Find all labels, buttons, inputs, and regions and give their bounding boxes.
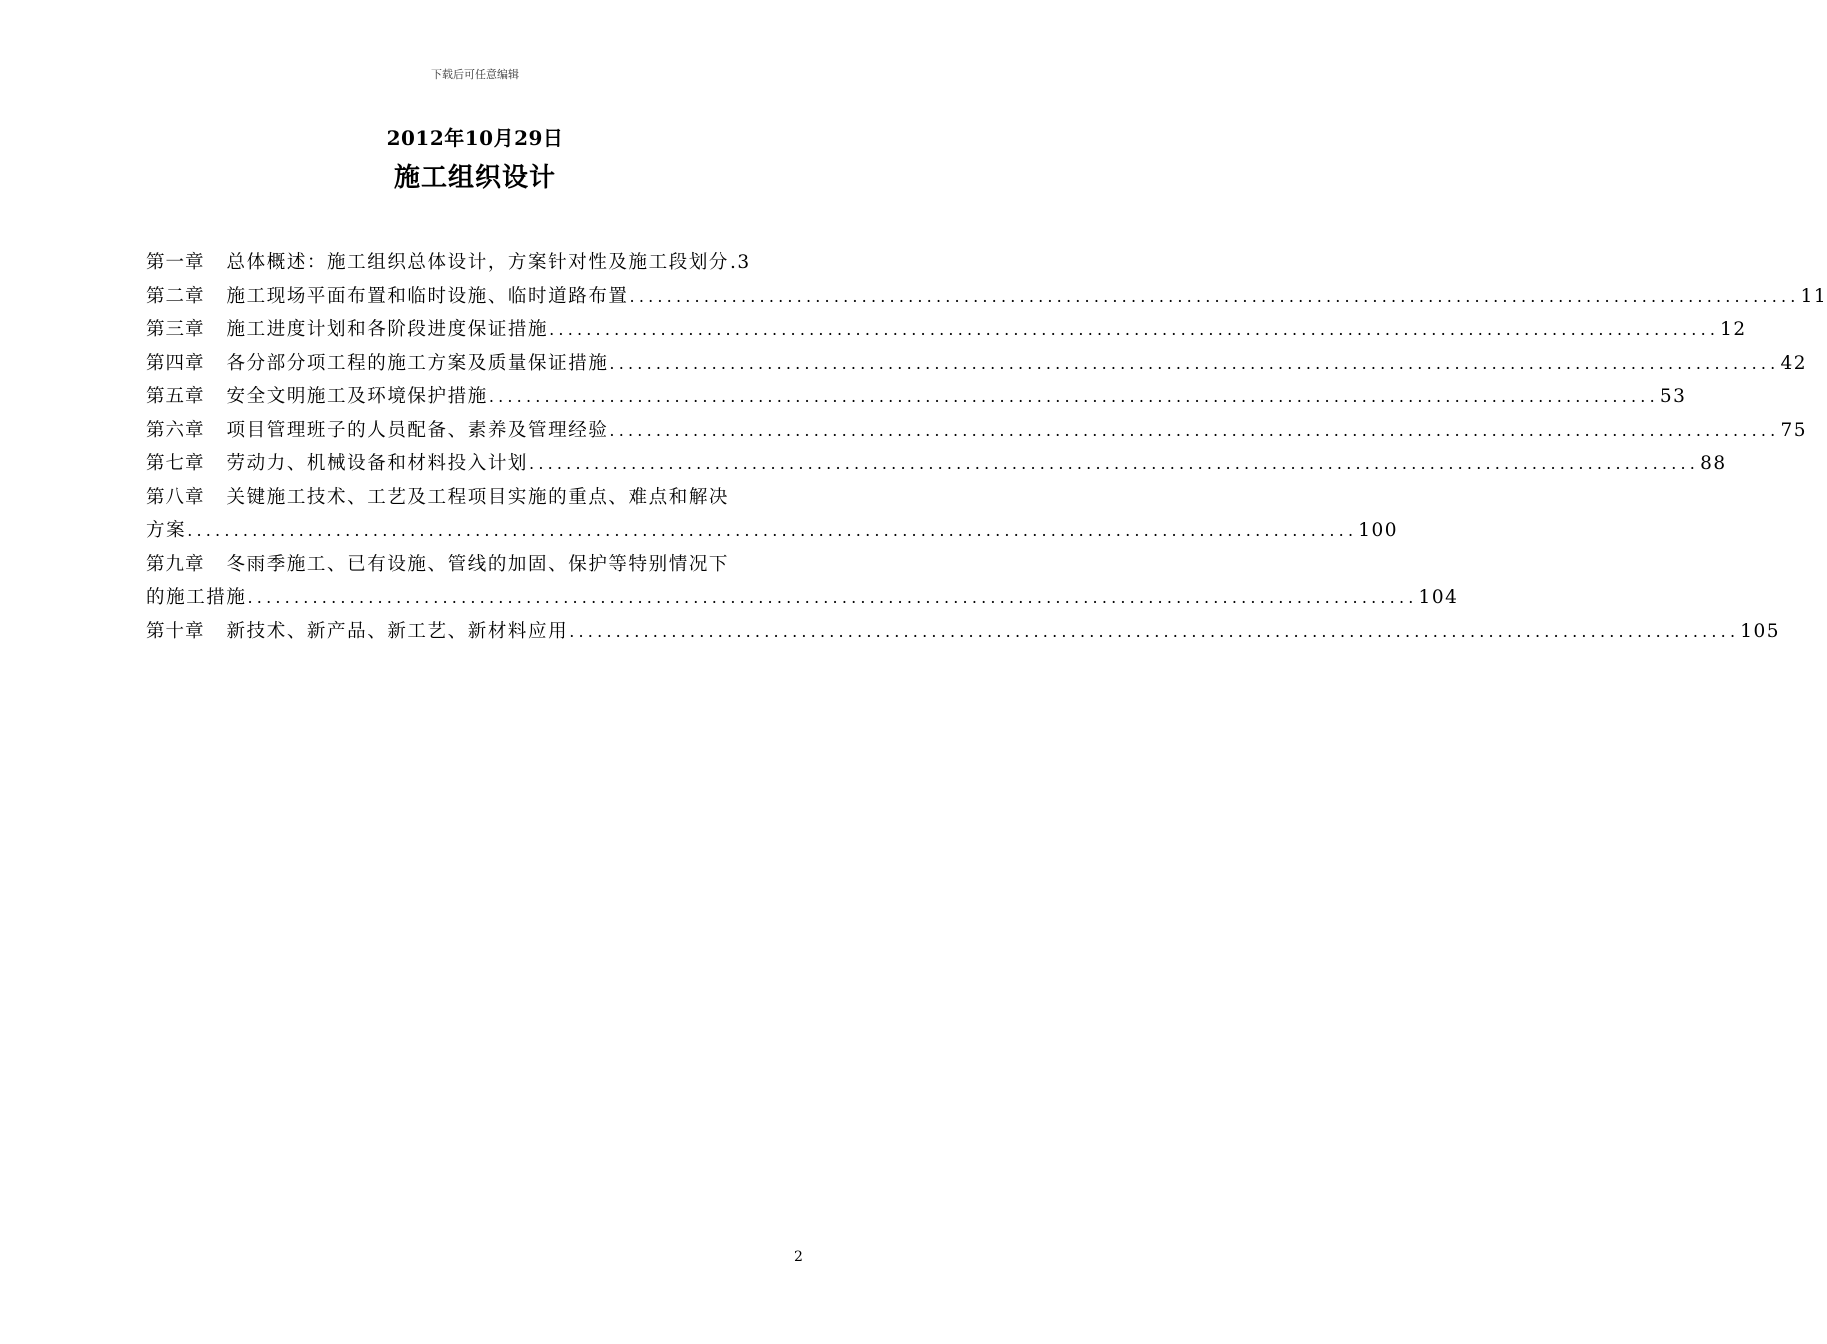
toc-chapter-label: 第十章 (146, 620, 205, 642)
toc-chapter-title: 安全文明施工及环境保护措施 (226, 386, 488, 407)
toc-chapter-title: 冬雨季施工、已有设施、管线的加固、保护等特别情况下 (226, 553, 730, 575)
toc-chapter-title: 总体概述：施工组织总体设计，方案针对性及施工段划分 (226, 252, 730, 273)
toc-chapter-title: 劳动力、机械设备和材料投入计划 (226, 453, 529, 474)
toc-page-number: 11 (1800, 285, 1827, 307)
toc-leader-dots (629, 280, 1800, 314)
toc-chapter-title: 施工现场平面布置和临时设施、临时道路布置 (226, 285, 629, 307)
toc-leader-dots (568, 615, 1739, 649)
toc-page-number: 104 (1418, 587, 1459, 608)
toc-entry-7[interactable] (146, 447, 1727, 481)
toc-chapter-label: 第五章 (146, 386, 205, 407)
toc-page-number: 53 (1659, 386, 1687, 407)
toc-leader-dots (608, 414, 1779, 448)
toc-entry-1[interactable] (146, 246, 814, 280)
toc-leader-dots (608, 347, 1779, 381)
toc-page-number: 42 (1780, 352, 1807, 374)
toc-chapter-label: 第八章 (146, 486, 205, 508)
page-number: 2 (794, 1249, 803, 1265)
toc-entry-2[interactable] (146, 280, 1827, 314)
toc-chapter-label: 第九章 (146, 553, 205, 575)
table-of-contents (146, 246, 1827, 648)
toc-page-number: .3 (730, 252, 751, 273)
toc-chapter-title-continuation: 的施工措施 (146, 587, 247, 608)
toc-chapter-title: 关键施工技术、工艺及工程项目实施的重点、难点和解决 (226, 486, 730, 508)
document-title: 施工组织设计 (393, 163, 556, 193)
toc-chapter-label: 第三章 (146, 319, 205, 340)
toc-page-number: 105 (1740, 620, 1781, 642)
document-date: 2012年10月29日 (386, 126, 564, 150)
toc-chapter-label: 第六章 (146, 419, 205, 441)
toc-chapter-label: 第一章 (146, 252, 205, 273)
toc-chapter-title: 施工进度计划和各阶段进度保证措施 (226, 319, 549, 340)
toc-leader-dots (528, 447, 1699, 481)
toc-leader-dots (186, 514, 1357, 548)
toc-entry-9[interactable] (146, 548, 1459, 615)
toc-entry-6[interactable] (146, 414, 1807, 448)
toc-entry-10[interactable] (146, 615, 1781, 649)
toc-entry-8[interactable] (146, 481, 1399, 548)
toc-leader-dots (247, 581, 1418, 615)
toc-leader-dots (548, 313, 1719, 347)
toc-chapter-label: 第四章 (146, 352, 205, 374)
toc-page-number: 12 (1720, 319, 1747, 340)
header-note: 下载后可任意编辑 (431, 68, 519, 81)
toc-page-number: 75 (1780, 419, 1807, 441)
toc-entry-4[interactable] (146, 347, 1807, 381)
toc-chapter-title: 新技术、新产品、新工艺、新材料应用 (226, 620, 569, 642)
toc-entry-5[interactable] (146, 380, 1687, 414)
toc-chapter-label: 第七章 (146, 453, 205, 474)
toc-page-number: 100 (1358, 520, 1399, 541)
toc-chapter-title-continuation: 方案 (146, 520, 187, 541)
toc-leader-dots (488, 380, 1659, 414)
toc-chapter-title: 各分部分项工程的施工方案及质量保证措施 (226, 352, 609, 374)
toc-chapter-label: 第二章 (146, 285, 205, 307)
toc-chapter-title: 项目管理班子的人员配备、素养及管理经验 (226, 419, 609, 441)
toc-entry-3[interactable] (146, 313, 1747, 347)
toc-page-number: 88 (1700, 453, 1727, 474)
